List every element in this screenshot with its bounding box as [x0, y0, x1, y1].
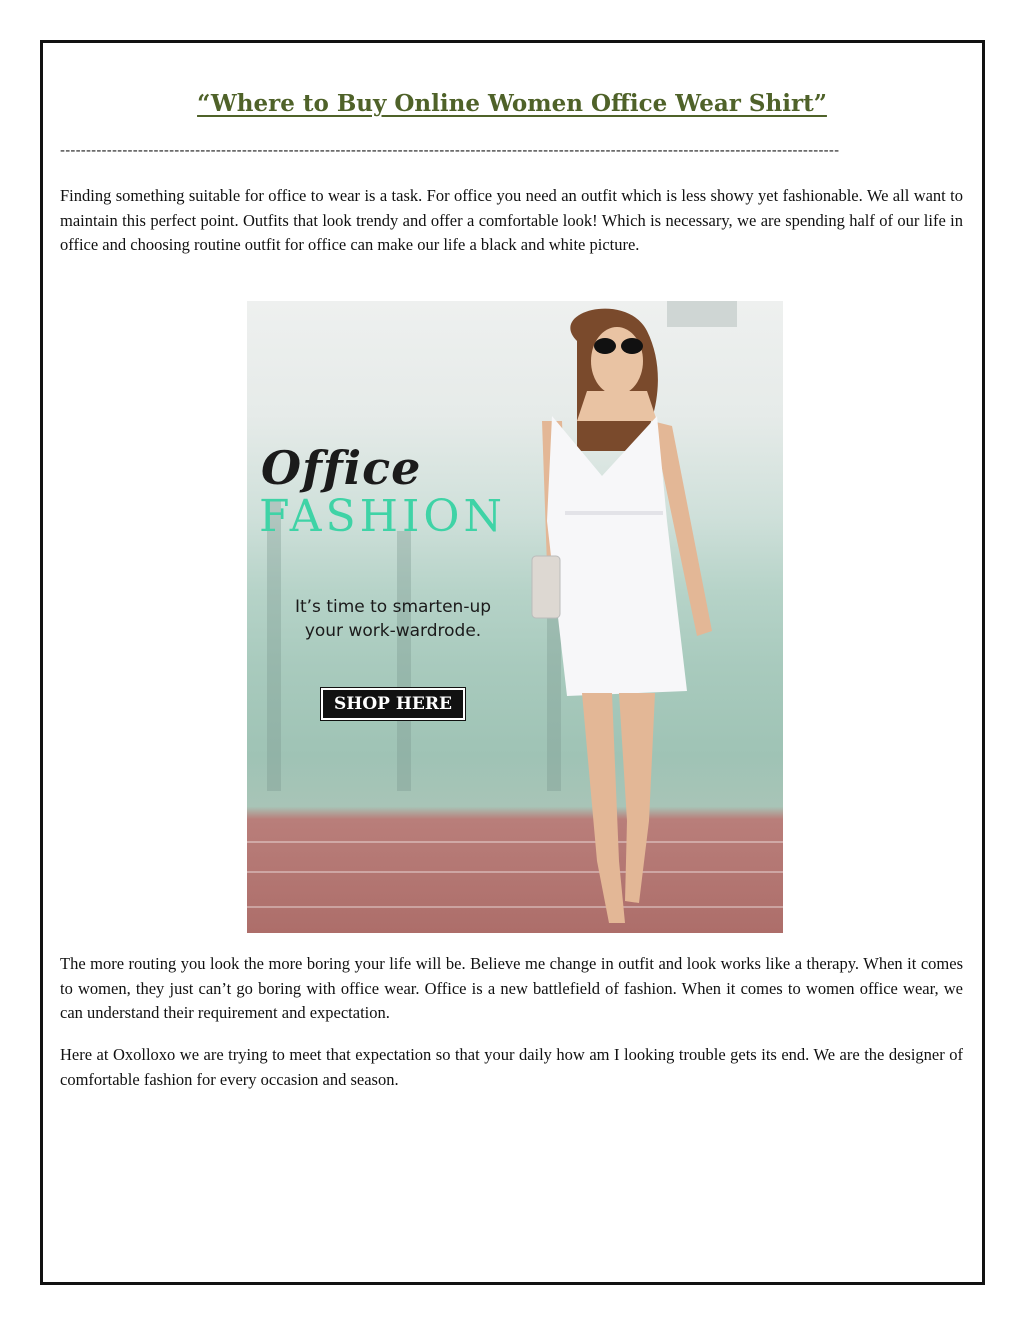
promo-tagline: It’s time to smarten-up your work-wardrode. [294, 597, 492, 641]
promo-banner-image[interactable] [247, 301, 783, 933]
promo-brand-fashion: FASHION [259, 491, 506, 542]
body-paragraph: The more routing you look the more boring your life will be. Believe me change in outfit and look works like a therapy. When it comes to women, they just can’t go boring with office wear. Office is a new battlefield of fashion. When it comes to women office wear, we can understand their requirement and expectation. [60, 954, 963, 1022]
intro-paragraph: Finding something suitable for office to wear is a task. For office you need an outfit which is less showy yet fashionable. We all want to maintain this perfect point. Outfits that look trendy and offer a comfortable look! Which is necessary, we are spending half of our life in office and choosing routine outfit for office can make our life a black and white picture. [60, 186, 963, 254]
closing-paragraph: Here at Oxolloxo we are trying to meet that expectation so that your daily how am I looking trouble gets its end. We are the designer of comfortable fashion for every occasion and season. [60, 1045, 963, 1089]
promo-brand-office: Office [261, 441, 422, 495]
dashed-divider: ------------------------------------------------------------------------------------------------------------------------------------------------------ [60, 142, 840, 159]
shop-here-button[interactable]: SHOP HERE [321, 688, 465, 720]
document-title: “Where to Buy Online Women Office Wear Shirt” [197, 90, 827, 117]
